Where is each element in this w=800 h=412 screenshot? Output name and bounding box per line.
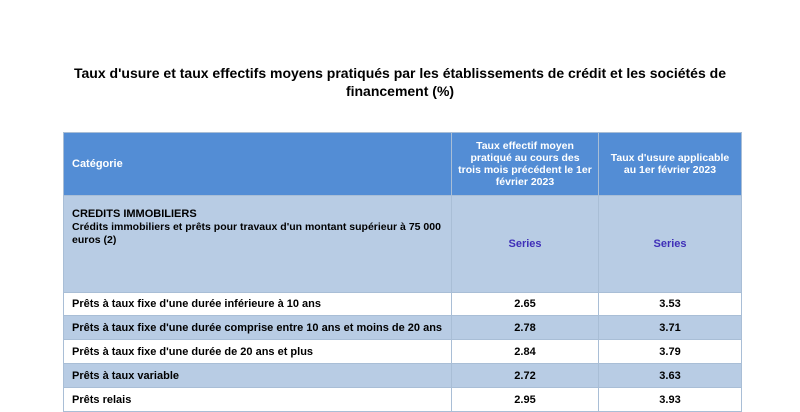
table-row bbox=[64, 340, 742, 364]
table-header-row bbox=[64, 133, 742, 196]
table-row bbox=[64, 293, 742, 316]
row-effective-rate: 2.95 bbox=[452, 388, 599, 412]
row-effective-rate: 2.84 bbox=[452, 340, 599, 364]
row-label: Prêts à taux variable bbox=[64, 364, 452, 388]
header-category: Catégorie bbox=[64, 133, 452, 196]
section-subtitle: Crédits immobiliers et prêts pour travaux d'un montant supérieur à 75 000 euros (2) bbox=[72, 221, 441, 246]
section-series-usury: Series bbox=[599, 196, 742, 293]
row-usury-rate: 3.79 bbox=[599, 340, 742, 364]
page-title: Taux d'usure et taux effectifs moyens pratiqués par les établissements de crédit et les sociétés de financement (%) bbox=[74, 65, 726, 99]
row-label: Prêts à taux fixe d'une durée comprise entre 10 ans et moins de 20 ans bbox=[64, 316, 452, 340]
table-row bbox=[64, 316, 742, 340]
row-usury-rate: 3.71 bbox=[599, 316, 742, 340]
table-row bbox=[64, 364, 742, 388]
header-effective-rate: Taux effectif moyen pratiqué au cours des trois mois précédent le 1er février 2023 bbox=[452, 133, 599, 196]
row-usury-rate: 3.93 bbox=[599, 388, 742, 412]
row-label: Prêts à taux fixe d'une durée de 20 ans et plus bbox=[64, 340, 452, 364]
section-label bbox=[64, 196, 452, 293]
section-row bbox=[64, 196, 742, 293]
section-series-effective: Series bbox=[452, 196, 599, 293]
row-usury-rate: 3.53 bbox=[599, 293, 742, 316]
section-title: CREDITS IMMOBILIERS bbox=[72, 208, 197, 220]
row-effective-rate: 2.72 bbox=[452, 364, 599, 388]
row-effective-rate: 2.65 bbox=[452, 293, 599, 316]
row-effective-rate: 2.78 bbox=[452, 316, 599, 340]
rates-table bbox=[63, 132, 742, 412]
header-usury-rate: Taux d'usure applicable au 1er février 2023 bbox=[599, 133, 742, 196]
row-usury-rate: 3.63 bbox=[599, 364, 742, 388]
row-label: Prêts relais bbox=[64, 388, 452, 412]
row-label: Prêts à taux fixe d'une durée inférieure à 10 ans bbox=[64, 293, 452, 316]
